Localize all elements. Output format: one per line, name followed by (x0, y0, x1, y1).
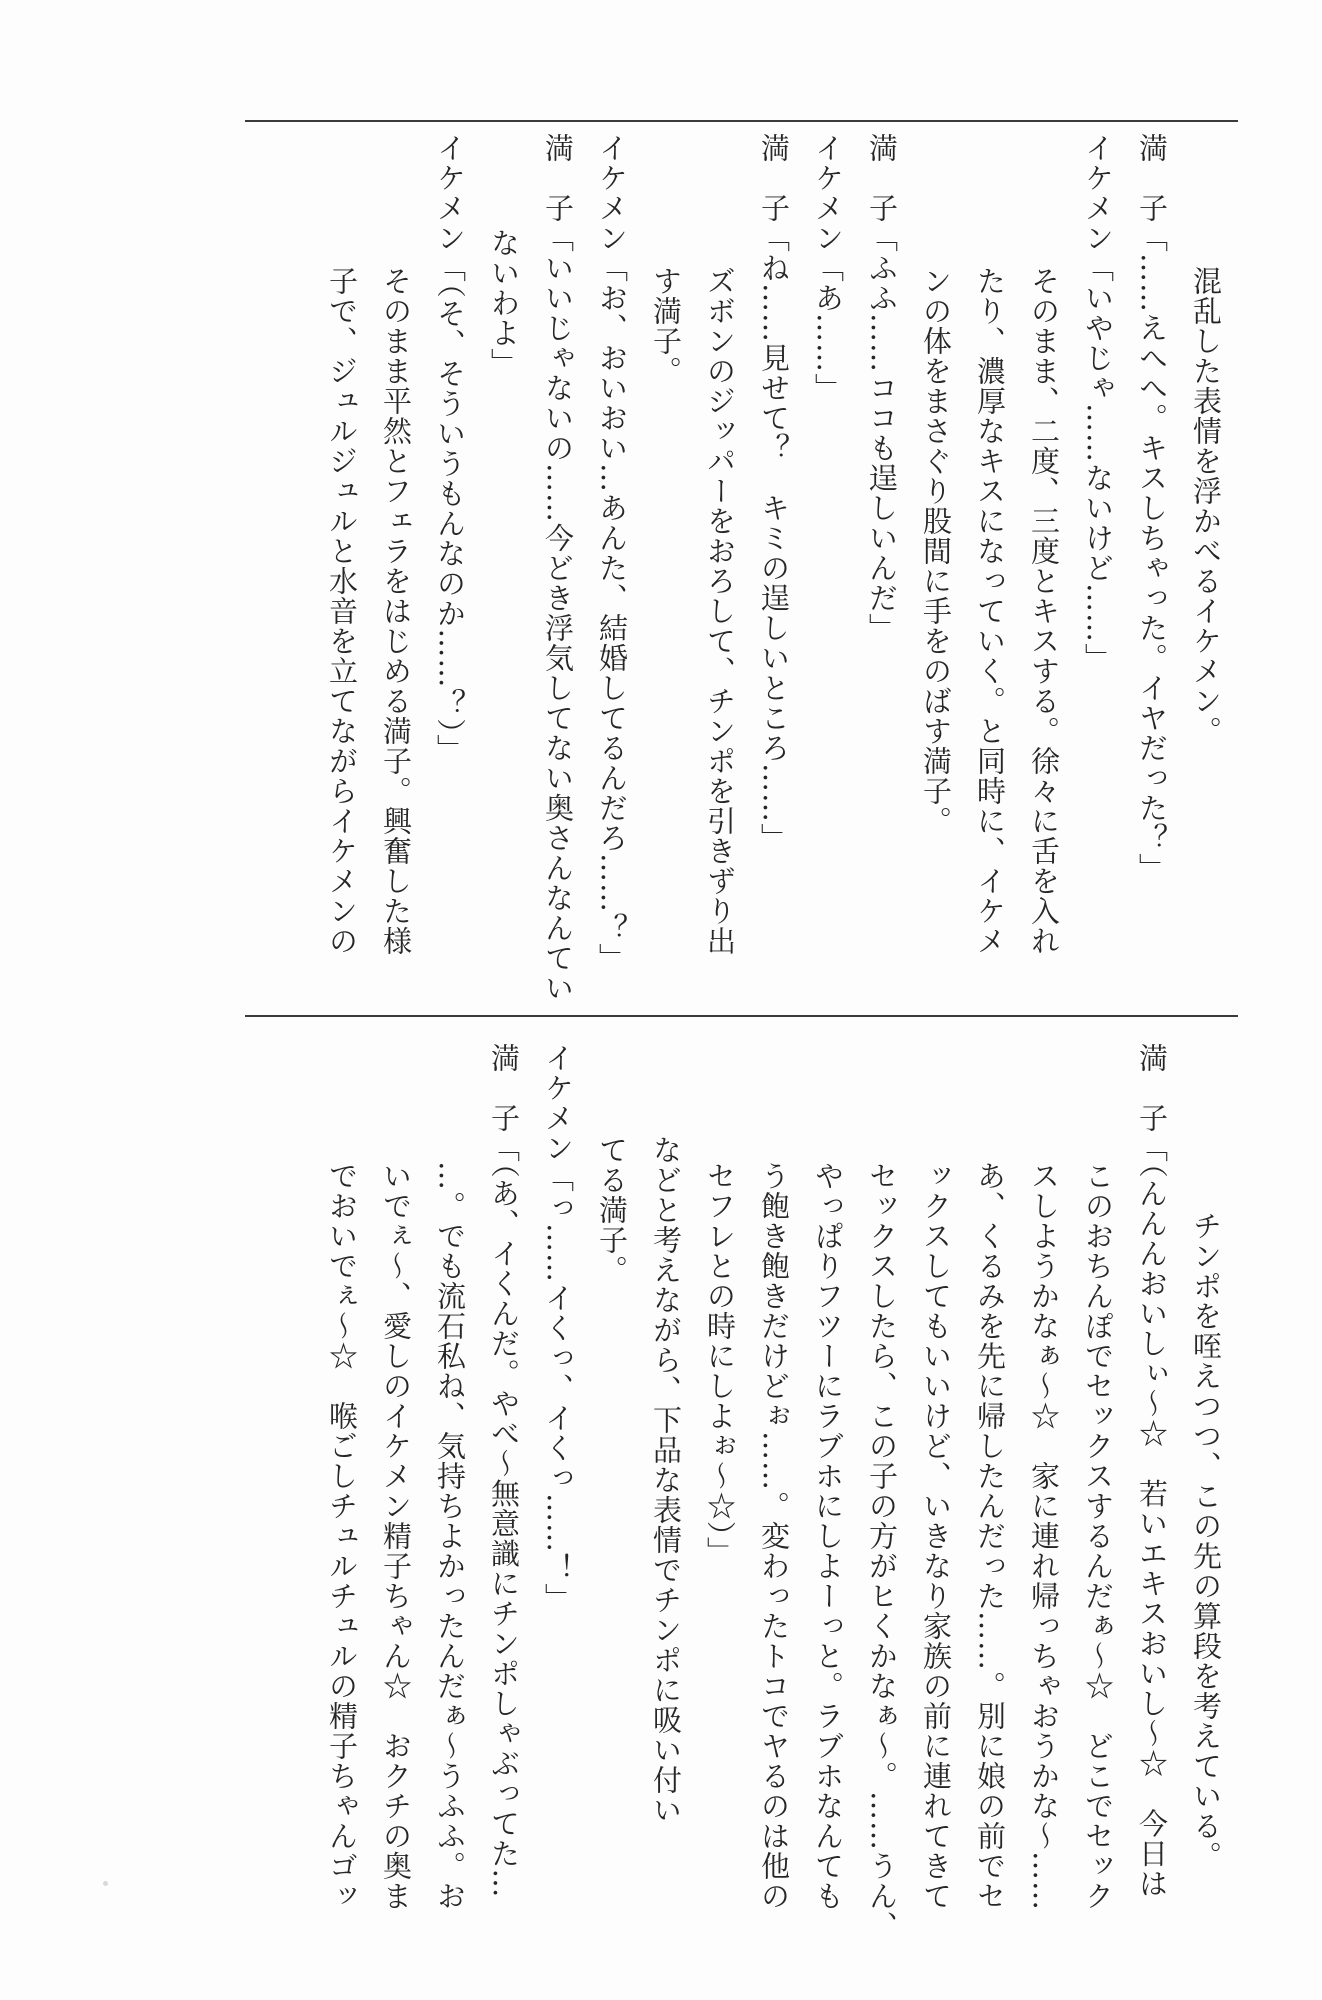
script-line: イケメン「お、おいおい…あんた、結婚してるんだろ……？」 (595, 133, 629, 973)
script-line: う飽き飽きだけどぉ……。変わったトコでヤるのは他の (757, 1161, 791, 1911)
script-line: てる満子。 (595, 1135, 629, 1285)
script-line: 満 子「（あ、イくんだ。やべ～無意識にチンポしゃぶってた… (487, 1043, 521, 1899)
script-line: ないわよ」 (487, 228, 521, 378)
script-line: 混乱した表情を浮かべるイケメン。 (1189, 266, 1223, 746)
script-line: ズボンのジッパーをおろして、チンポを引きずり出 (703, 266, 737, 956)
script-line: 子で、ジュルジュルと水音を立てながらイケメンの (325, 266, 359, 956)
script-line: スしようかなぁ～☆ 家に連れ帰っちゃおうかな～…… (1027, 1161, 1061, 1911)
script-line: このおちんぽでセックスするんだぁ～☆ どこでセック (1081, 1161, 1115, 1911)
script-line: そのまま、二度、三度とキスする。徐々に舌を入れ (1027, 266, 1061, 956)
script-line: イケメン「いやじゃ……ないけど……」 (1081, 133, 1115, 673)
script-line: イケメン「っ……イくっ、イくっ……！」 (541, 1043, 575, 1613)
script-line: セックスしたら、この子の方がヒくかなぁ～。……うん、 (865, 1161, 899, 1941)
script-line: ンの体をまさぐり股間に手をのばす満子。 (919, 266, 953, 836)
script-line: イケメン「あ……」 (811, 133, 845, 403)
script-line: イケメン「（そ、そういうもんなのか……？）」 (433, 133, 467, 764)
script-line: す満子。 (649, 266, 683, 386)
script-line: チンポを咥えつつ、この先の算段を考えている。 (1189, 1211, 1223, 1871)
bottom-rule (245, 1015, 1238, 1017)
script-line: ックスしてもいいけど、いきなり家族の前に連れてきて (919, 1161, 953, 1911)
script-section-bottom (245, 1043, 1238, 1988)
script-line: たり、濃厚なキスになっていく。と同時に、イケメ (973, 266, 1007, 956)
script-line: などと考えながら、下品な表情でチンポに吸い付い (649, 1135, 683, 1825)
scan-speck (103, 1881, 108, 1886)
script-line: セフレとの時にしよぉ～☆）」 (703, 1161, 737, 1567)
script-line: 満 子「（んんんおいしぃ～☆ 若いエキスおいし～☆ 今日は (1135, 1043, 1169, 1899)
script-line: 満 子「……えへへ。キスしちゃった。イヤだった？」 (1135, 133, 1169, 883)
top-rule (245, 120, 1238, 122)
script-line: やっぱりフツーにラブホにしよーっと。ラブホなんても (811, 1161, 845, 1911)
script-line: あ、くるみを先に帰したんだった……。別に娘の前でセ (973, 1161, 1007, 1911)
script-line: …。でも流石私ね、気持ちよかったんだぁ～うふふ。お (433, 1161, 467, 1911)
script-line: 満 子「ふふ……ココも逞しいんだ」 (865, 133, 899, 643)
script-line: そのまま平然とフェラをはじめる満子。興奮した様 (379, 266, 413, 956)
script-line: 満 子「ね……見せて？ キミの逞しいところ……」 (757, 133, 791, 853)
script-section-top (245, 133, 1238, 1006)
script-line: いでぇ～、愛しのイケメン精子ちゃん☆ おクチの奥ま (379, 1161, 413, 1911)
script-line: 満 子「いいじゃないの……今どき浮気してない奥さんなんてい (541, 133, 575, 1003)
script-line: でおいでぇ～☆ 喉ごしチュルチュルの精子ちゃんゴッ (325, 1161, 359, 1911)
